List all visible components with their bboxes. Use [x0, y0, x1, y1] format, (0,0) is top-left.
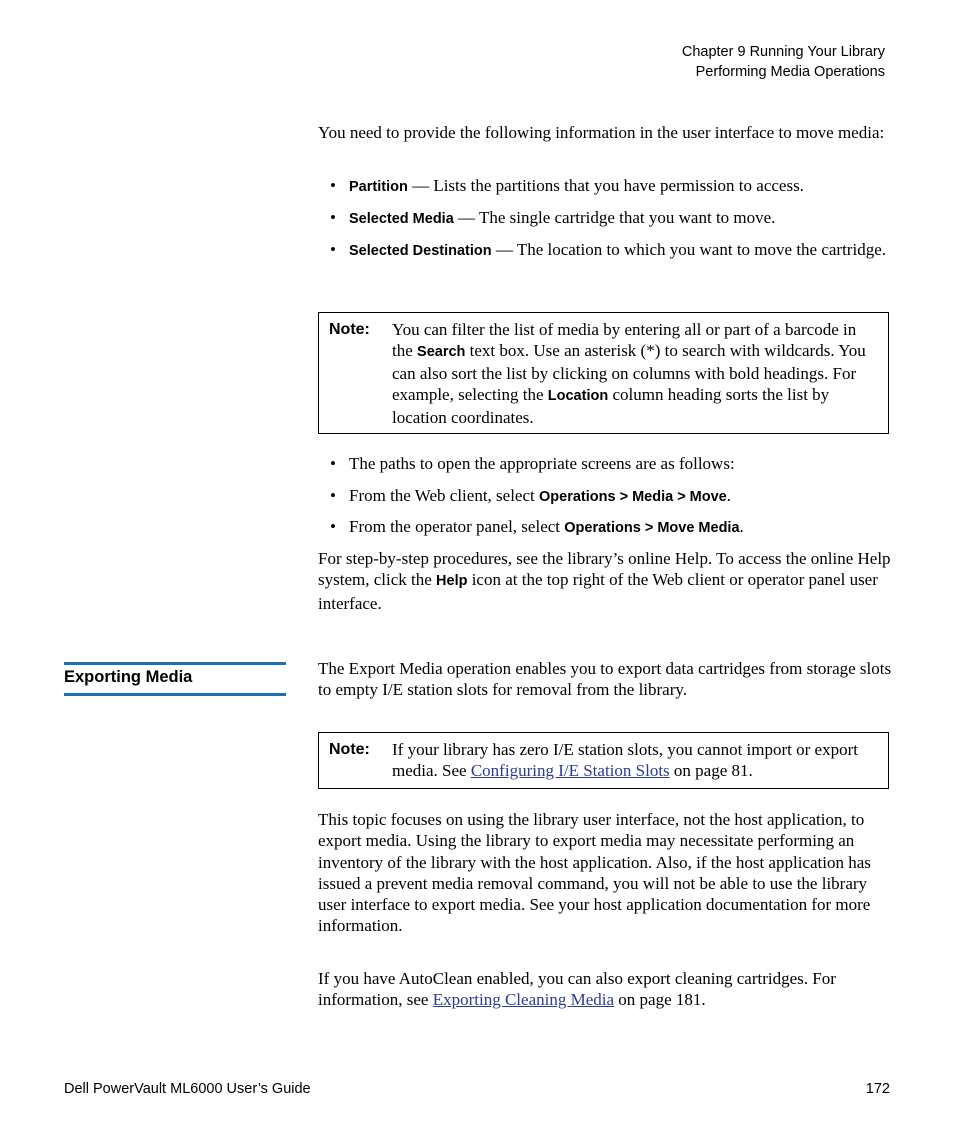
ui-help: Help: [436, 573, 468, 590]
note-label: Note:: [329, 321, 370, 338]
section-heading-text: Exporting Media: [64, 668, 193, 686]
export-intro-paragraph: The Export Media operation enables you to export data cartridges from storage slots to empty I/E station slots for removal from the library.: [318, 659, 892, 700]
intro-paragraph: You need to provide the following information in the user interface to move media:: [318, 123, 885, 142]
autoclean-text: If you have AutoClean enabled, you can also export cleaning cartridges. For information, see: [318, 969, 836, 1010]
term-partition: Partition: [349, 179, 408, 195]
term-desc: — The single cartridge that you want to move.: [453, 208, 776, 227]
note-body: [392, 733, 888, 787]
link-exporting-cleaning-media[interactable]: Exporting Cleaning Media: [432, 990, 615, 1010]
list-item: • Partition — Lists the partitions that you have permission to access.: [330, 176, 804, 195]
term-selected-media: Selected Media: [349, 211, 454, 227]
note-label: Note:: [329, 741, 370, 758]
autoclean-paragraph: [318, 968, 893, 1011]
path-text: From the operator panel, select: [349, 517, 565, 536]
note-text: column heading sorts the list by location coordinates.: [392, 385, 830, 427]
list-item: • Selected Destination — The location to which you want to move the cartridge.: [330, 240, 886, 259]
help-text: icon at the top right of the Web client or operator panel user interface.: [318, 570, 878, 613]
running-header-chapter: Chapter 9 Running Your Library: [681, 44, 885, 60]
note-body: [392, 313, 888, 434]
note-text: You can filter the list of media by entering all or part of a barcode in the: [392, 320, 857, 360]
list-item: • The paths to open the appropriate screens are as follows:: [330, 453, 890, 474]
autoclean-text: on page 181.: [614, 990, 706, 1010]
topic-paragraph: This topic focuses on using the library user interface, not the host application, to export media. Using the library to export media may necessitate performing an inventory of the library with the host application. Also, if the host application has issued a prevent media removal command, you will not be able to use the library user interface to export media. See your host application documentation for more information.: [318, 810, 871, 936]
note-box-filter: [318, 312, 889, 434]
note-text: text box. Use an asterisk (*) to search with wildcards. You can also sort the list by clicking on columns with bold headings. For example, selecting the: [392, 341, 866, 404]
ui-panel-path: Operations > Move Media: [564, 520, 740, 536]
term-selected-destination: Selected Destination: [349, 243, 492, 259]
running-header-section: Performing Media Operations: [695, 64, 885, 80]
term-desc: — Lists the partitions that you have permission to access.: [407, 176, 804, 195]
page-number: 172: [865, 1081, 890, 1097]
help-paragraph: [318, 548, 893, 614]
help-text: For step-by-step procedures, see the library’s online Help. To access the online Help system, click the: [318, 549, 891, 590]
term-desc: — The location to which you want to move the cartridge.: [491, 240, 886, 259]
list-item: • From the Web client, select Operations > Media > Move.: [330, 486, 731, 505]
note-text: If your library has zero I/E station slots, you cannot import or export media. See: [392, 740, 858, 780]
note-text: on page 81.: [669, 761, 753, 780]
list-item: • Selected Media — The single cartridge that you want to move.: [330, 208, 776, 227]
ui-web-path: Operations > Media > Move: [539, 489, 727, 505]
paths-intro: The paths to open the appropriate screens are as follows:: [349, 454, 735, 473]
path-text: .: [739, 517, 744, 536]
footer-title: Dell PowerVault ML6000 User’s Guide: [64, 1081, 311, 1097]
link-configuring-ie-slots[interactable]: Configuring I/E Station Slots: [470, 761, 670, 780]
note-box-ie-slots: [318, 732, 889, 789]
list-item: • From the operator panel, select Operations > Move Media.: [330, 517, 744, 536]
path-text: From the Web client, select: [349, 486, 539, 505]
ui-search: Search: [417, 344, 466, 360]
section-heading: [64, 662, 286, 696]
ui-location: Location: [547, 388, 609, 404]
path-text: .: [726, 486, 731, 505]
